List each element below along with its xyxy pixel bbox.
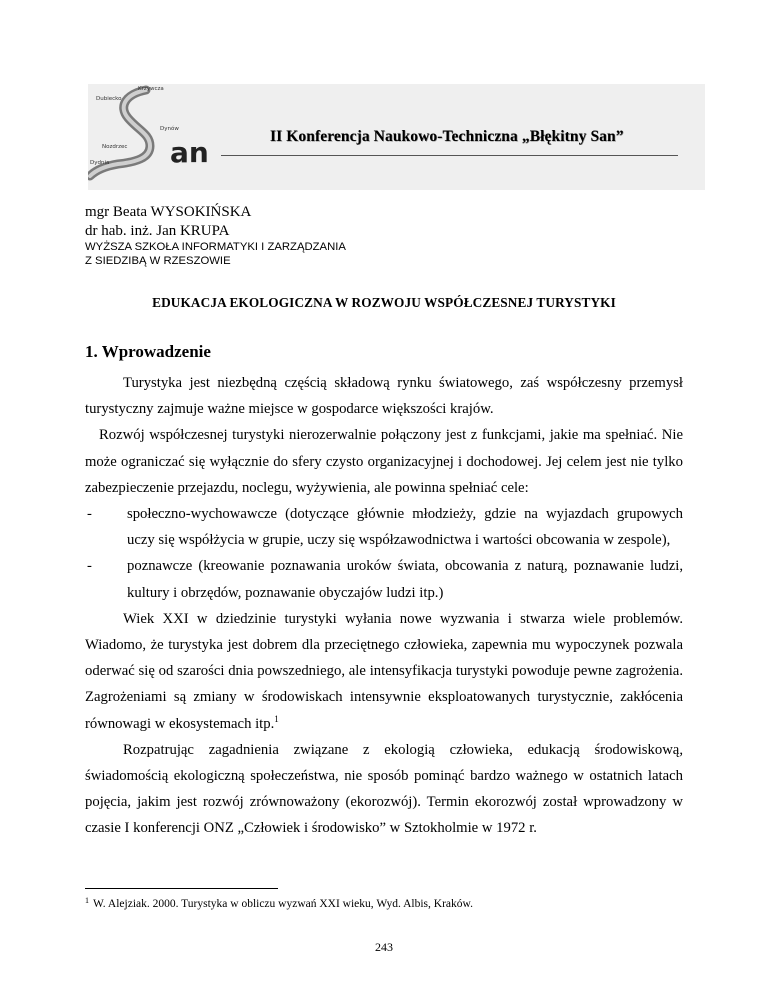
list-item bbox=[85, 501, 683, 553]
logo-wordmark: an bbox=[170, 136, 209, 169]
town-label: Dubiecko bbox=[96, 96, 122, 102]
list-item bbox=[85, 553, 683, 605]
header-rule bbox=[221, 155, 678, 156]
article-body bbox=[85, 370, 683, 842]
list-item-text: społeczno-wychowawcze (dotyczące głównie młodzieży, gdzie na wyjazdach grupowych uczy się współżycia w grupie, uczy się współzawodnictwa i wartości obcowania w zespole), bbox=[127, 506, 683, 549]
paragraph: Rozpatrując zagadnienia związane z ekologią człowieka, edukacją środowiskową, świadomością ekologiczną społeczeństwa, nie sposób pominąć bardzo ważnego w ostatnich latach pojęcia, jakim jest rozwój zrównoważony (ekorozwój). Termin ekorozwój został wprowadzony w czasie I konferencji ONZ „Człowiek i środowisko” w Sztokholmie w 1972 r. bbox=[85, 741, 683, 837]
affiliation-line: Z SIEDZIBĄ W RZESZOWIE bbox=[85, 254, 231, 267]
footnote-number: 1 bbox=[85, 896, 89, 905]
footnote-reference[interactable]: 1 bbox=[274, 713, 279, 724]
section-heading: 1. Wprowadzenie bbox=[85, 342, 211, 361]
article-title: EDUKACJA EKOLOGICZNA W ROZWOJU WSPÓŁCZESNEJ TURYSTYKI bbox=[152, 295, 616, 310]
list-dash: - bbox=[87, 558, 92, 575]
page-number: 243 bbox=[375, 940, 393, 954]
paragraph: Rozwój współczesnej turystyki nierozerwalnie połączony jest z funkcjami, jakie ma spełniać. Nie może ograniczać się wyłącznie do sfery czysto organizacyjnej i dochodowej. Jej celem jest nie tylko zabezpieczenie przejazdu, noclegu, wyżywienia, ale powinna spełniać cele: bbox=[85, 427, 683, 496]
footnote bbox=[85, 898, 473, 910]
town-label: Dydnia bbox=[90, 160, 110, 166]
affiliation-line: WYŻSZA SZKOŁA INFORMATYKI I ZARZĄDZANIA bbox=[85, 241, 346, 253]
list-item-text: poznawcze (kreowanie poznawania uroków świata, obcowania z naturą, poznawanie ludzi, kultury i obrzędów, poznawanie obyczajów ludzi itp.) bbox=[127, 558, 683, 601]
footnote-rule bbox=[85, 888, 278, 889]
paragraph bbox=[85, 606, 683, 737]
town-label: Nozdrzec bbox=[102, 144, 128, 150]
town-label: Dynów bbox=[160, 126, 179, 132]
san-river-logo bbox=[88, 84, 218, 190]
author-name: mgr Beata WYSOKIŃSKA bbox=[85, 204, 252, 220]
author-block bbox=[85, 203, 346, 268]
paragraph: Turystyka jest niezbędną częścią składową rynku światowego, zaś współczesny przemysł turystyczny zajmuje ważne miejsce w gospodarce większości krajów. bbox=[85, 375, 683, 418]
footnote-text: W. Alejziak. 2000. Turystyka w obliczu wyzwań XXI wieku, Wyd. Albis, Kraków. bbox=[93, 898, 473, 910]
list-dash: - bbox=[87, 506, 92, 523]
conference-title: II Konferencja Naukowo-Techniczna „Błękitny San” bbox=[270, 128, 624, 145]
author-name: dr hab. inż. Jan KRUPA bbox=[85, 223, 230, 239]
town-label: Krzywcza bbox=[138, 86, 164, 92]
paragraph-text: Wiek XXI w dziedzinie turystyki wyłania nowe wyzwania i stwarza wiele problemów. Wiadomo, że turystyka jest dobrem dla przeciętnego człowieka, zapewnia mu wypoczynek pozwala oderwać się od szarości dnia powszedniego, ale intensyfikacja turystyki powoduje pewne zagrożenia. Zagrożeniami są zmiany w środowiskach intensywnie eksploatowanych turystycznie, zakłócenia równowagi w ekosystemach itp. bbox=[85, 610, 683, 732]
